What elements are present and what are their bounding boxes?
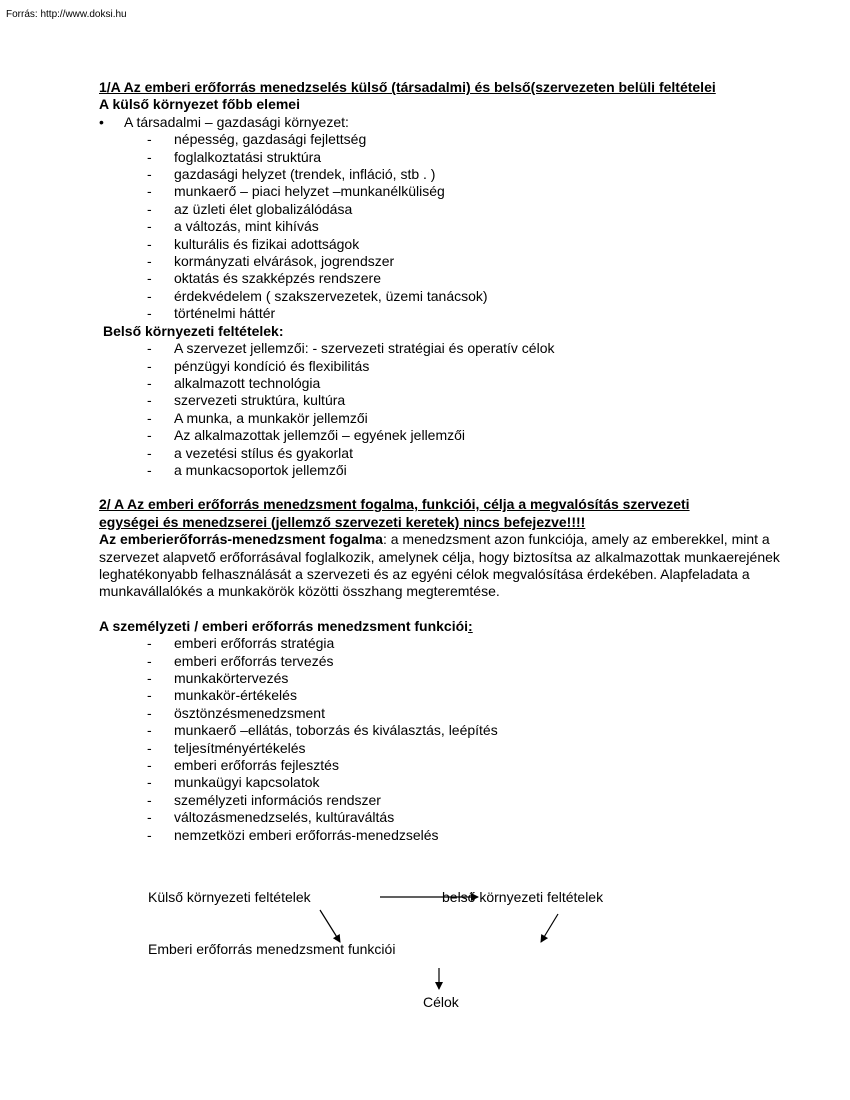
- section2-heading-line1: 2/ A Az emberi erőforrás menedzsment fogalma, funkciói, célja a megvalósítás szervezeti: [99, 496, 690, 513]
- external-element-item: - oktatás és szakképzés rendszere: [174, 270, 799, 287]
- hrm-function-item: - munkakör-értékelés: [174, 687, 799, 704]
- hrm-function-item: - munkakörtervezés: [174, 670, 799, 687]
- section1-heading: 1/A Az emberi erőforrás menedzselés külső (társadalmi) és belső(szervezeten belüli feltételei: [99, 79, 716, 95]
- hrm-function-item: - nemzetközi emberi erőforrás-menedzselés: [174, 827, 799, 844]
- internal-conditions-label: belső környezeti feltételek: [442, 889, 604, 905]
- internal-condition-item: - A szervezet jellemzői: - szervezeti stratégiai és operatív célok: [174, 340, 799, 357]
- hrm-function-item: - ösztönzésmenedzsment: [174, 705, 799, 722]
- functions-heading-colon: :: [468, 617, 473, 634]
- internal-condition-item: - Az alkalmazottak jellemzői – egyének jellemzői: [174, 427, 799, 444]
- external-environment-subheading: A külső környezet főbb elemei: [99, 96, 300, 113]
- hrm-function-item: - személyzeti információs rendszer: [174, 792, 799, 809]
- functions-heading-text: A személyzeti / emberi erőforrás menedzsment funkciói: [99, 617, 469, 634]
- hrm-function-item: - teljesítményértékelés: [174, 740, 799, 757]
- goals-label: Célok: [423, 994, 459, 1010]
- external-element-item: - az üzleti élet globalizálódása: [174, 201, 799, 218]
- external-element-item: - a változás, mint kihívás: [174, 218, 799, 235]
- external-element-item: - kulturális és fizikai adottságok: [174, 236, 799, 253]
- external-element-item: - gazdasági helyzet (trendek, infláció, stb . ): [174, 166, 799, 183]
- hrm-function-item: - munkaügyi kapcsolatok: [174, 774, 799, 791]
- external-element-item: - történelmi háttér: [174, 305, 799, 322]
- external-conditions-label: Külső környezeti feltételek: [148, 889, 311, 905]
- definition-term: Az emberierőforrás-menedzsment fogalma: [99, 531, 383, 548]
- hrm-function-item: - emberi erőforrás stratégia: [174, 635, 799, 652]
- external-element-item: - népesség, gazdasági fejlettség: [174, 131, 799, 148]
- source-note: Forrás: http://www.doksi.hu: [6, 9, 127, 20]
- hrm-function-item: - változásmenedzselés, kultúraváltás: [174, 809, 799, 826]
- external-element-item: - foglalkoztatási struktúra: [174, 149, 799, 166]
- hrm-function-item: - emberi erőforrás fejlesztés: [174, 757, 799, 774]
- internal-condition-item: - szervezeti struktúra, kultúra: [174, 392, 799, 409]
- internal-to-functions-arrow: [541, 914, 558, 942]
- internal-condition-item: - pénzügyi kondíció és flexibilitás: [174, 358, 799, 375]
- internal-condition-item: - A munka, a munkakör jellemzői: [174, 410, 799, 427]
- hrm-function-item: - emberi erőforrás tervezés: [174, 653, 799, 670]
- internal-condition-item: - a munkacsoportok jellemzői: [174, 462, 799, 479]
- external-element-item: - érdekvédelem ( szakszervezetek, üzemi tanácsok): [174, 288, 799, 305]
- internal-conditions-heading: Belső környezeti feltételek:: [103, 322, 284, 339]
- socio-economic-bullet: • A társadalmi – gazdasági környezet:: [99, 114, 799, 131]
- section2-heading-line2: egységei és menedzserei (jellemző szervezeti keretek) nincs befejezve!!!!: [99, 513, 586, 530]
- hrm-function-item: - munkaerő –ellátás, toborzás és kiválasztás, leépítés: [174, 722, 799, 739]
- hrm-functions-label: Emberi erőforrás menedzsment funkciói: [148, 941, 396, 957]
- external-element-item: - kormányzati elvárások, jogrendszer: [174, 253, 799, 270]
- definition-text: : a menedzsment azon funkciója, amely az emberekkel, mint a szervezet alapvető erőforrásával foglalkozik, amelynek célja, hogy biztosítsa az alkalmazottak munkaerejének leghatékonyabb felhasználását a szervezeti és az egyéni célok megvalósítása érdekében. Alapfeladata a munkavállalókés a munkakörök közötti összhang megteremtése.: [99, 531, 780, 600]
- external-to-functions-arrow: [320, 910, 340, 942]
- internal-condition-item: - a vezetési stílus és gyakorlat: [174, 445, 799, 462]
- external-element-item: - munkaerő – piaci helyzet –munkanélküliség: [174, 183, 799, 200]
- internal-condition-item: - alkalmazott technológia: [174, 375, 799, 392]
